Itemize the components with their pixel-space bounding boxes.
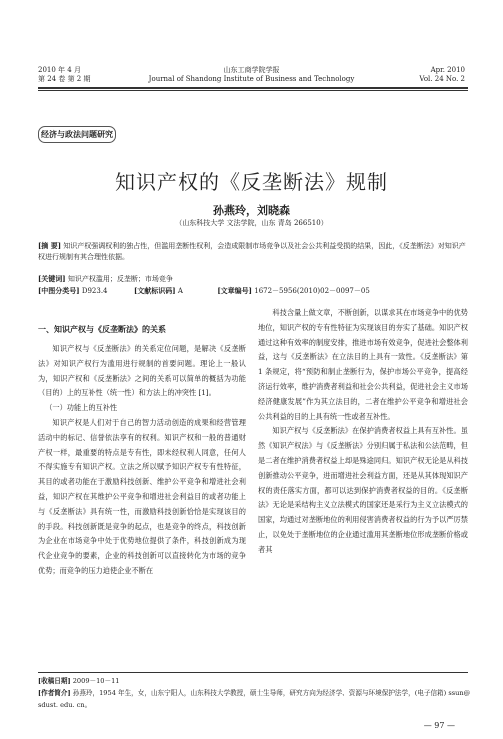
author-bio-text: 孙燕玲，1954 年生，女，山东宁阳人，山东科技大学教授，硕士生导师，研究方向为经济学、资源与环境保护法学，(电子信箱) ssun@ sdust. edu. cn。 — [38, 689, 471, 709]
right-column — [258, 306, 468, 558]
body-paragraph: 知识产权与《反垄断法》的关系定位问题，是解决《反垄断法》对知识产权行为滥用进行规制的首要问题。理论上一般认为，知识产权和《反垄断法》之间的关系可以简单的概括为功能（目的）上的互补性（统一性）和方法上的冲突性 [1]。 — [38, 344, 246, 398]
page-number: — 97 — — [423, 721, 455, 730]
section-heading-1: 一、知识产权与《反垄断法》的关系 — [38, 324, 166, 334]
journal-issue — [419, 66, 465, 84]
doc-label: [文献标识码] — [133, 286, 176, 295]
received-label: [收稿日期] — [38, 677, 71, 685]
clc-label: [中图分类号] — [38, 286, 80, 295]
subsection-heading: （一）功能上的互补性 — [45, 403, 118, 413]
author-affiliation: （山东科技大学 文法学院，山东 青岛 266510） — [175, 219, 328, 227]
section-badge: 经济与政法问题研究 — [38, 126, 116, 143]
classification-line — [38, 285, 468, 297]
keywords-label: [关键词] — [38, 274, 66, 283]
received-value: 2009－10－11 — [72, 677, 120, 685]
header-journal-en: Journal of Shandong Institute of Business and Technology — [148, 75, 355, 83]
header-volume-en: Vol. 24 No. 2 — [419, 75, 465, 83]
article-authors: 孙燕玲，刘晓森 — [213, 204, 290, 217]
doc-value: A — [177, 287, 183, 295]
clc-value: D923.4 — [81, 287, 108, 295]
header-date: 2010 年 4 月 — [38, 66, 81, 74]
body-paragraph: 知识产权是人们对于自己的智力活动创造的成果和经营管理活动中的标记、信誉依法享有的权利。知识产权和一般的普通财产权一样，最重要的特点是专有性，即未经权利人同意，任何人不得实施专有知识产权。立法之所以赋予知识产权专有性特征，其目的或者功能在于激励科技创新、维护公平竞争和增进社会利益，知识产权在其维护公平竞争和增进社会利益目的或者功能上与《反垄断法》具有统一性，而激励科技创新恰恰是实现该目的的手段。科技创新既是竞争的起点，也是竞争的终点，科技创新为企业在市场竞争中处于优势地位提供了条件，科技创新成为现代企业竞争的要素，企业的科技创新可以直接转化为市场的竞争优势；而竞争的压力迫使企业不断在 — [38, 417, 246, 575]
abstract-text: 知识产权强调权利的独占性，但滥用垄断性权利，会造成限制市场竞争以及社会公共利益受损的结果，因此，《反垄断法》对知识产权进行规制有其合理性依据。 — [38, 242, 466, 261]
article-title: 知识产权的《反垄断法》规制 — [115, 170, 388, 194]
header-rule-top — [38, 87, 468, 89]
author-bio-label: [作者简介] — [38, 689, 71, 697]
header-rule-bottom — [38, 90, 468, 91]
header-journal-cn: 山东工商学院学报 — [223, 66, 280, 74]
left-column — [38, 318, 246, 579]
footnote-rule — [38, 672, 468, 673]
footnote — [38, 675, 478, 711]
keywords-text: 知识产权滥用；反垄断；市场竞争 — [67, 275, 173, 283]
body-paragraph: 科技含量上做文章，不断创新，以谋求其在市场竞争中的优势地位，知识产权的专有性特征为实现该目的夯实了基础。知识产权通过这种有效率的制度安排，推进市场有效竞争，促进社会整体利益，这与《反垄断法》在立法目的上具有一致性。《反垄断法》第 1 条规定，将“预防和制止垄断行为，保护市场公平竞争，提高经济运行效率，维护消费者利益和社会公共利益，促进社会主义市场经济健康发展”作为其立法目的，二者在维护公平竞争和增进社会公共利益的目的上具有统一性或者互补性。 — [258, 308, 468, 421]
header-date-en: Apr. 2010 — [430, 66, 465, 74]
keywords — [38, 273, 468, 285]
author-bio — [38, 687, 478, 711]
received-date — [38, 675, 478, 687]
abstract — [38, 240, 468, 263]
header-volume: 第 24 卷 第 2 期 — [38, 75, 91, 83]
article-value: 1672－5956(2010)02－0097－05 — [254, 287, 370, 295]
body-paragraph: 知识产权与《反垄断法》在保护消费者权益上具有互补性。虽然《知识产权法》与《反垄断法》分别归属于私法和公法范畴，但是二者在维护消费者权益上却是殊途同归。知识产权无论是从科技创新推动公平竞争，进而增进社会利益方面，还是从其体现知识产权的责任落实方面，都可以达到保护消费者权益的目的。《反垄断法》无论是采结构主义立法模式的国家还是采行为主义立法模式的国家，均通过对垄断地位的利用侵害消费者权益的行为予以严厉禁止，以免处于垄断地位的企业通过滥用其垄断地位形成垄断价格或者其 — [258, 426, 468, 554]
article-label: [文章编号] — [217, 286, 252, 295]
abstract-label: [摘 要] — [38, 241, 62, 250]
